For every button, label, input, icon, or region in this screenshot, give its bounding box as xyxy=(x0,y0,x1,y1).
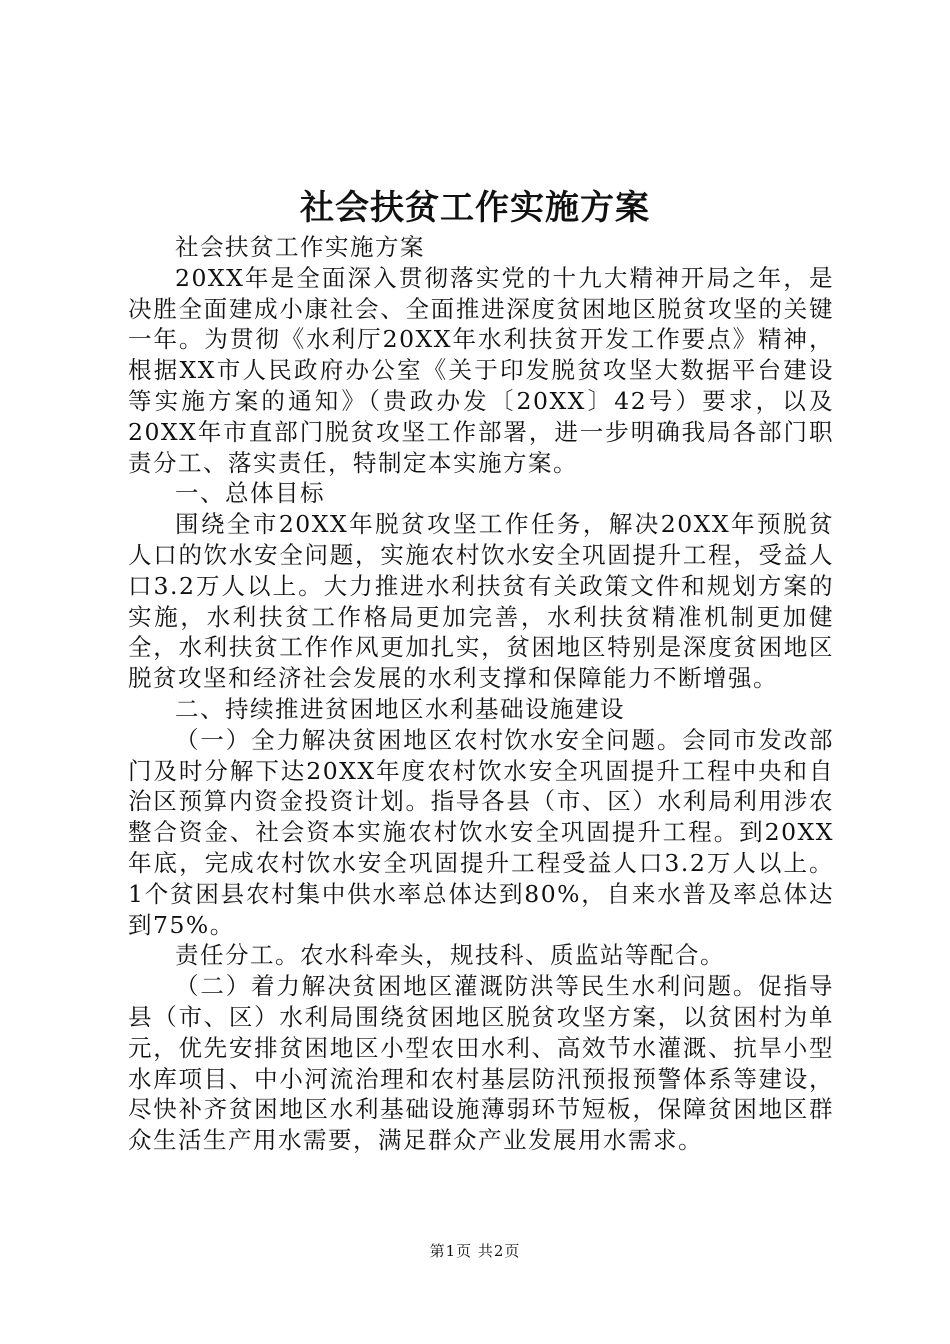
paragraph-responsibility: 责任分工。农水科牵头，规技科、质监站等配合。 xyxy=(175,941,725,970)
page-footer: 第1页 共2页 xyxy=(429,1242,521,1260)
paragraph-subtitle: 社会扶贫工作实施方案 xyxy=(175,233,425,261)
document-body xyxy=(128,232,834,1156)
paragraph-overall-goal: 围绕全市20XX年脱贫攻坚工作任务，解决20XX年预脱贫人口的饮水安全问题，实施农村饮水安全巩固提升工程，受益人口3.2万人以上。大力推进水利扶贫有关政策文件和规划方案的实施，水利扶贫工作格局更加完善，水利扶贫精准机制更加健全，水利扶贫工作作风更加扎实，贫困地区特别是深度贫困地区脱贫攻坚和经济社会发展的水利支撑和保障能力不断增强。 xyxy=(128,510,834,693)
paragraph-drinking-water: （一）全力解决贫困地区农村饮水安全问题。会同市发改部门及时分解下达20XX年度农村饮水安全巩固提升工程中央和自治区预算内资金投资计划。指导各县（市、区）水利局利用涉农整合资金、社会资本实施农村饮水安全巩固提升工程。到20XX年底，完成农村饮水安全巩固提升工程受益人口3.2万人以上。1个贫困县农村集中供水率总体达到80%，自来水普及率总体达到75%。 xyxy=(128,725,834,939)
document-title: 社会扶贫工作实施方案 xyxy=(300,188,650,228)
section-heading-overall-goal: 一、总体目标 xyxy=(175,479,325,508)
paragraph-irrigation: （二）着力解决贫困地区灌溉防洪等民生水利问题。促指导县（市、区）水利局围绕贫困地区脱贫攻坚方案，以贫困村为单元，优先安排贫困地区小型农田水利、高效节水灌溉、抗旱小型水库项目、中小河流治理和农村基层防汛预报预警体系等建设，尽快补齐贫困地区水利基础设施薄弱环节短板，保障贫困地区群众生活生产用水需要，满足群众产业发展用水需求。 xyxy=(128,972,834,1155)
paragraph-intro: 20XX年是全面深入贯彻落实党的十九大精神开局之年，是决胜全面建成小康社会、全面推进深度贫困地区脱贫攻坚的关键一年。为贯彻《水利厅20XX年水利扶贫开发工作要点》精神，根据XX市人民政府办公室《关于印发脱贫攻坚大数据平台建设等实施方案的通知》（贵政办发〔20XX〕42号）要求，以及20XX年市直部门脱贫攻坚工作部署，进一步明确我局各部门职责分工、落实责任，特制定本实施方案。 xyxy=(128,263,834,477)
section-heading-infrastructure: 二、持续推进贫困地区水利基础设施建设 xyxy=(175,694,625,723)
